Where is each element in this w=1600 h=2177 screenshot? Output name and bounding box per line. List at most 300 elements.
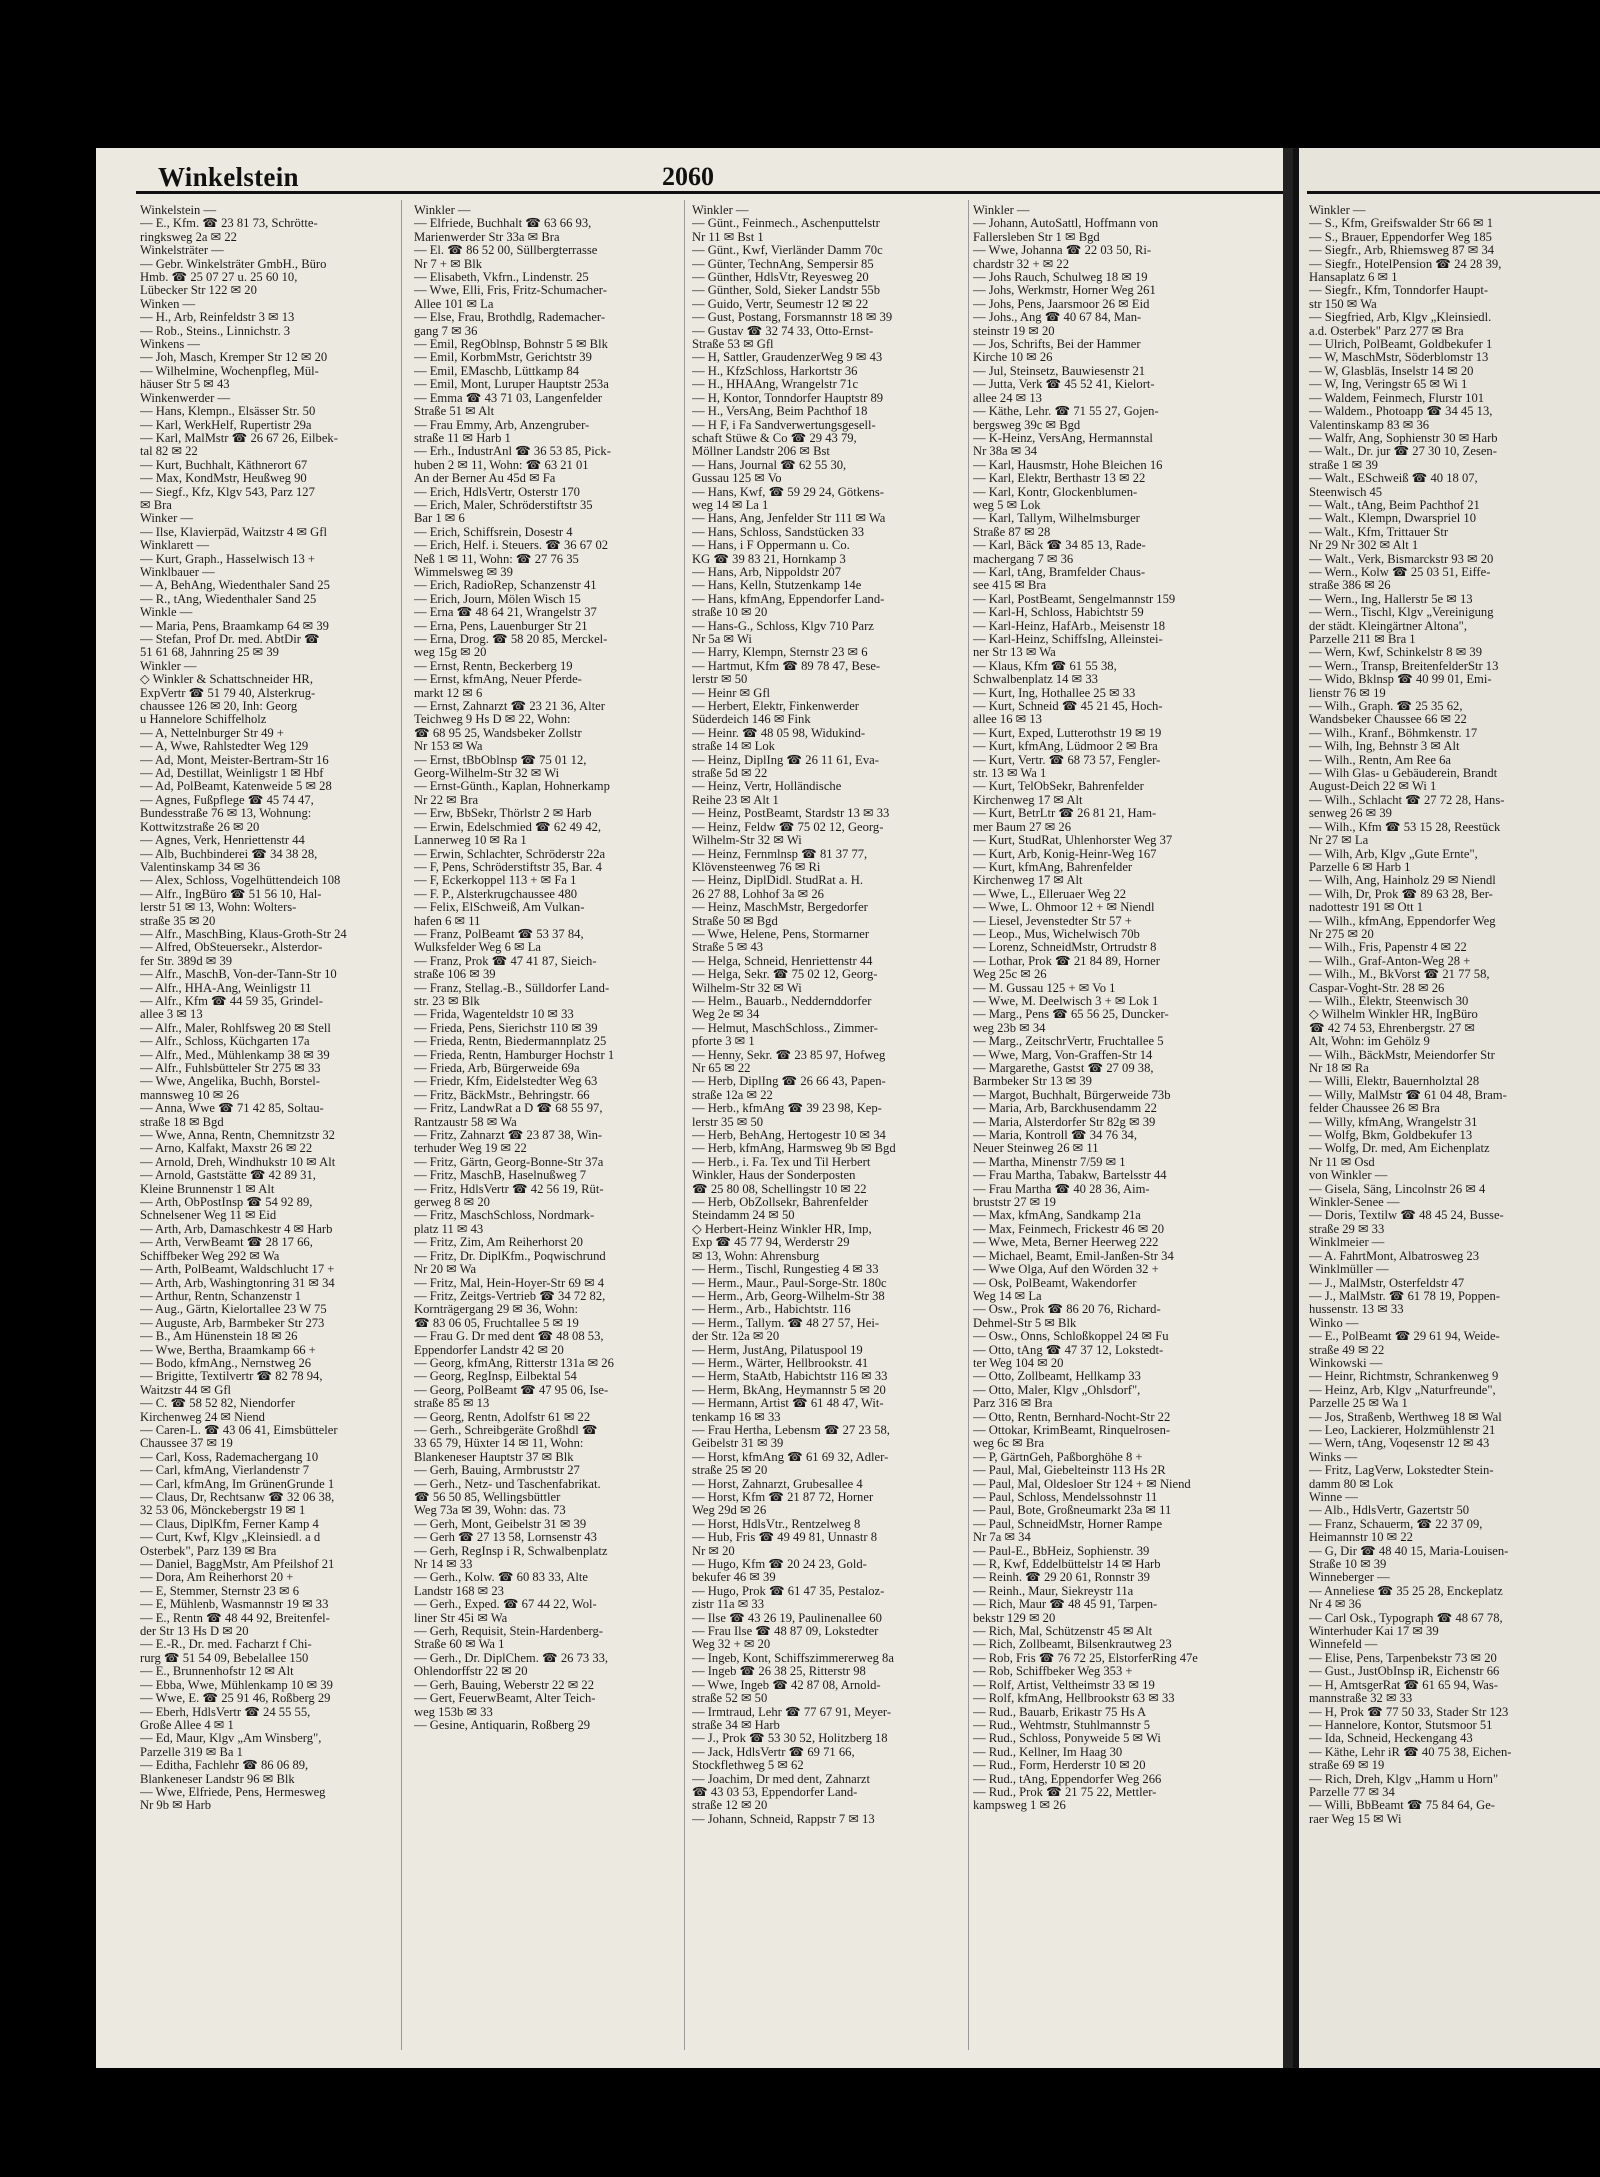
directory-entry-line: — Leop., Mus, Wichelwisch 70b: [973, 927, 1140, 941]
directory-entry-line: Winkler-Senee —: [1309, 1196, 1400, 1210]
directory-entry-line: — Franz, Stellag.-B., Sülldorfer Land-: [414, 981, 610, 995]
directory-entry-line: — Karl, Kontr, Glockenblumen-: [973, 485, 1138, 499]
header-rule: [1307, 191, 1600, 194]
directory-entry-line: — Herm, BkAng, Heymannstr 5 ✉ 20: [692, 1383, 886, 1397]
directory-entry-line: ☎ 43 03 53, Eppendorfer Land-: [692, 1785, 858, 1799]
directory-entry-line: — Rud., Form, Herderstr 10 ✉ 20: [973, 1759, 1146, 1773]
directory-entry-line: — Alfr., MaschBing, Klaus-Groth-Str 24: [140, 927, 347, 941]
directory-entry-line: straße 12a ✉ 22: [692, 1088, 773, 1102]
directory-entry-line: Allee 101 ✉ La: [414, 297, 494, 311]
directory-entry-line: — Margot, Buchhalt, Bürgerweide 73b: [973, 1088, 1171, 1102]
directory-entry-line: Ohlendorffstr 22 ✉ 20: [414, 1665, 528, 1679]
directory-entry-line: Alt, Wohn: im Gehölz 9: [1309, 1035, 1430, 1049]
directory-entry-line: — Alfr., Maler, Rohlfsweg 20 ✉ Stell: [140, 1021, 331, 1035]
directory-entry-line: — Alfr., Fuhlsbütteler Str 275 ✉ 33: [140, 1062, 321, 1075]
directory-entry-line: — E., Kfm. ☎ 23 81 73, Schrötte-: [140, 217, 318, 231]
column-divider: [684, 200, 685, 2050]
directory-entry-line: — Wwe, Helene, Pens, Stormarner: [692, 927, 870, 941]
directory-entry-line: weg 5 ✉ Lok: [973, 498, 1041, 512]
directory-entry-line: — C. ☎ 58 52 82, Niendorfer: [140, 1397, 295, 1411]
directory-entry-line: — Alfr., Med., Mühlenkamp 38 ✉ 39: [140, 1048, 330, 1062]
directory-entry-line: ☎ 56 50 85, Wellingsbüttler: [414, 1491, 561, 1504]
directory-entry-line: kampsweg 1 ✉ 26: [973, 1799, 1066, 1813]
directory-entry-line: Parzelle 77 ✉ 34: [1309, 1785, 1395, 1799]
directory-entry-line: — Günther, HdlsVtr, Reyesweg 20: [692, 271, 869, 285]
directory-entry-line: — Wwe, Anna, Rentn, Chemnitzstr 32: [140, 1129, 335, 1143]
directory-entry-line: — Max, kfmAng, Sandkamp 21a: [973, 1209, 1141, 1223]
directory-entry-line: — Emil, Mont, Luruper Hauptstr 253a: [414, 378, 609, 392]
directory-entry-line: — Emil, EMaschb, Lüttkamp 84: [414, 364, 580, 378]
directory-entry-line: — Arnold, Gaststätte ☎ 42 89 31,: [140, 1169, 316, 1183]
directory-entry-line: — S., Brauer, Eppendorfer Weg 185: [1309, 230, 1492, 244]
directory-entry-line: Nr 275 ✉ 20: [1309, 927, 1374, 941]
directory-entry-line: — Ulrich, PolBeamt, Goldbekufer 1: [1309, 338, 1493, 352]
directory-entry-line: — Gust., JustObInsp iR, Eichenstr 66: [1309, 1665, 1500, 1679]
directory-entry-line: platz 11 ✉ 43: [414, 1222, 484, 1236]
directory-entry-line: — Arthur, Rentn, Schanzenstr 1: [140, 1289, 302, 1303]
directory-entry-line: — Gert, FeuerwBeamt, Alter Teich-: [414, 1692, 596, 1706]
directory-entry-line: Nr 9b ✉ Harb: [140, 1799, 212, 1813]
directory-entry-line: Winnefeld —: [1309, 1638, 1378, 1652]
directory-entry-line: — Kurt, Arb, Konig-Heinr-Weg 167: [973, 847, 1157, 861]
page-number: 2060: [662, 162, 714, 191]
directory-entry-line: — A. FahrtMont, Albatrosweg 23: [1309, 1249, 1480, 1263]
directory-entry-line: — Friedr, Kfm, Eidelstedter Weg 63: [414, 1075, 598, 1089]
directory-entry-line: — Wilh, Dr, Prok ☎ 89 63 28, Ber-: [1309, 887, 1493, 901]
directory-entry-line: — Arth, Arb, Damaschkestr 4 ✉ Harb: [140, 1222, 333, 1236]
directory-entry-line: — Alfr., HHA-Ang, Weinligstr 11: [140, 981, 312, 995]
directory-entry-line: Parzelle 211 ✉ Bra 1: [1309, 633, 1416, 646]
directory-entry-line: — Felix, ElSchweiß, Am Vulkan-: [414, 901, 585, 915]
directory-entry-line: allee 24 ✉ 13: [973, 391, 1042, 405]
directory-entry-line: lerstr 35 ✉ 50: [692, 1115, 764, 1129]
directory-entry-line: — Elfriede, Buchhalt ☎ 63 66 93,: [414, 217, 592, 231]
directory-entry-line: — Wilh., Kfm ☎ 53 15 28, Reestück: [1309, 820, 1501, 834]
directory-entry-line: — Carl, kfmAng, Im GrünenGrunde 1: [140, 1477, 335, 1491]
directory-entry-line: — Jutta, Verk ☎ 45 52 41, Kielort-: [973, 378, 1155, 392]
directory-entry-line: — Paul, Mal, Giebelteinstr 113 Hs 2R: [973, 1464, 1166, 1478]
directory-entry-line: — Erich, HdlsVertr, Osterstr 170: [414, 485, 580, 499]
directory-entry-line: Wandsbeker Chaussee 66 ✉ 22: [1309, 713, 1467, 727]
directory-entry-line: — Helmut, MaschSchloss., Zimmer-: [692, 1021, 878, 1035]
directory-entry-line: — Fritz, BäckMstr., Behringstr. 66: [414, 1088, 590, 1102]
directory-entry-line: — Elise, Pens, Tarpenbekstr 73 ✉ 20: [1309, 1651, 1497, 1665]
directory-entry-line: Weg 14 ✉ La: [973, 1289, 1042, 1303]
directory-entry-line: — W, MaschMstr, Söderblomstr 13: [1309, 351, 1489, 365]
directory-entry-line: — Fritz, Zeitgs-Vertrieb ☎ 34 72 82,: [414, 1289, 606, 1303]
directory-entry-line: Steenwisch 45: [1309, 485, 1383, 499]
directory-entry-line: — Carl, Koss, Rademachergang 10: [140, 1450, 319, 1464]
directory-entry-line: Weg 32 + ✉ 20: [692, 1638, 771, 1652]
directory-entry-line: — Paul, Mal, Oldesloer Str 124 + ✉ Niend: [973, 1477, 1191, 1491]
directory-entry-line: — Otto, Zollbeamt, Hellkamp 33: [973, 1370, 1141, 1384]
directory-entry-line: — Herb, kfmAng, Harmsweg 9b ✉ Bgd: [692, 1142, 896, 1156]
directory-entry-line: — Jos, Schrifts, Bei der Hammer: [973, 338, 1141, 352]
directory-entry-line: weg 23b ✉ 34: [973, 1021, 1046, 1035]
directory-entry-line: — Wwe Olga, Auf den Wörden 32 +: [973, 1263, 1159, 1277]
directory-entry-line: Fallersleben Str 1 ✉ Bgd: [973, 230, 1100, 244]
directory-entry-line: — Wwe, Angelika, Buchh, Borstel-: [140, 1075, 320, 1089]
directory-entry-line: — Frau Emmy, Arb, Anzengruber-: [414, 418, 590, 432]
directory-entry-line: — Klaus, Kfm ☎ 61 55 38,: [973, 659, 1117, 673]
directory-entry-line: — Wwe, Ingeb ☎ 42 87 08, Arnold-: [692, 1678, 881, 1692]
directory-entry-line: der städt. Kleingärtner Altona",: [1309, 619, 1467, 633]
directory-entry-line: — Frida, Wagenteldstr 10 ✉ 33: [414, 1008, 574, 1022]
directory-entry-line: straße 106 ✉ 39: [414, 968, 496, 982]
directory-entry-line: — Günter, TechnAng, Sempersir 85: [692, 257, 874, 271]
directory-entry-line: Straße 51 ✉ Alt: [414, 405, 495, 419]
directory-entry-line: — Fritz, MaschB, Haselnußweg 7: [414, 1169, 587, 1183]
directory-entry-line: straße 25 ✉ 20: [692, 1464, 768, 1478]
column-divider: [968, 200, 969, 2050]
directory-entry-line: — Herm, StaAtb, Habichtstr 116 ✉ 33: [692, 1370, 888, 1384]
directory-entry-line: — Ernst, Zahnarzt ☎ 23 21 36, Alter: [414, 700, 605, 714]
directory-entry-line: fer Str. 389d ✉ 39: [140, 954, 233, 968]
directory-entry-line: bruststr 27 ✉ 19: [973, 1196, 1056, 1210]
directory-entry-line: terhuder Weg 19 ✉ 22: [414, 1142, 527, 1156]
directory-entry-line: — Ad, Destillat, Weinligstr 1 ✉ Hbf: [140, 767, 324, 781]
directory-entry-line: — Heinz, DiplDidl. StudRat a. H.: [692, 874, 864, 888]
directory-entry-line: — Helga, Sekr. ☎ 75 02 12, Georg-: [692, 968, 878, 982]
directory-entry-line: tenkamp 16 ✉ 33: [692, 1410, 781, 1424]
directory-entry-line: Winkowski —: [1309, 1356, 1383, 1370]
directory-entry-line: — Reinh., Maur, Siekreystr 11a: [973, 1584, 1134, 1598]
directory-entry-line: — Erwin, Edelschmied ☎ 62 49 42,: [414, 820, 602, 834]
directory-entry-line: Steindamm 24 ✉ 50: [692, 1209, 795, 1223]
directory-entry-line: Dehmel-Str 5 ✉ Blk: [973, 1316, 1077, 1330]
directory-entry-line: — Jul, Steinsetz, Bauwiesenstr 21: [973, 364, 1146, 378]
directory-entry-line: — Herm., Tallym. ☎ 48 27 57, Hei-: [692, 1316, 880, 1330]
directory-entry-line: Osterbek", Parz 139 ✉ Bra: [140, 1544, 277, 1558]
directory-entry-line: — Karl-Heinz, HafArb., Meisenstr 18: [973, 619, 1165, 633]
directory-entry-line: 32 53 06, Mönckebergstr 19 ✉ 1: [140, 1504, 306, 1518]
directory-entry-line: — Rud., Schloss, Ponyweide 5 ✉ Wi: [973, 1732, 1161, 1746]
directory-entry-line: — Wilh Glas- u Gebäuderein, Brandt: [1309, 767, 1498, 781]
directory-entry-line: Parzelle 6 ✉ Harb 1: [1309, 860, 1411, 874]
directory-entry-line: KG ☎ 39 83 21, Hornkamp 3: [692, 552, 846, 566]
directory-entry-line: ☎ 83 06 05, Fruchtallee 5 ✉ 19: [414, 1316, 579, 1330]
directory-entry-line: — E, Mühlenb, Wasmannstr 19 ✉ 33: [140, 1598, 329, 1612]
directory-entry-line: Nr 18 ✉ Ra: [1309, 1062, 1369, 1075]
directory-entry-line: Nr 7 + ✉ Blk: [414, 257, 483, 271]
directory-entry-line: bekufer 46 ✉ 39: [692, 1571, 776, 1585]
directory-entry-line: — Arnold, Dreh, Windhukstr 10 ✉ Alt: [140, 1155, 336, 1169]
directory-entry-line: — Ad, PolBeamt, Katenweide 5 ✉ 28: [140, 780, 332, 794]
directory-entry-line: — Karl-H, Schloss, Habichtstr 59: [973, 606, 1144, 620]
directory-entry-line: lerstr ✉ 50: [692, 673, 748, 687]
directory-entry-line: — Heinr, Richtmstr, Schrankenweg 9: [1309, 1370, 1499, 1384]
directory-entry-line: — G, Dir ☎ 48 40 15, Maria-Louisen-: [1309, 1544, 1509, 1558]
directory-entry-line: Schwalbenplatz 14 ✉ 33: [973, 673, 1098, 687]
directory-entry-line: straße 386 ✉ 26: [1309, 579, 1391, 593]
directory-entry-line: — El. ☎ 86 52 00, Süllbergterrasse: [414, 244, 598, 258]
directory-entry-line: Winneberger —: [1309, 1571, 1390, 1585]
directory-entry-line: Geibelstr 31 ✉ 39: [692, 1437, 784, 1451]
directory-entry-line: — Wwe, Meta, Berner Heerweg 222: [973, 1236, 1159, 1250]
directory-entry-line: Landstr 168 ✉ 23: [414, 1584, 504, 1598]
directory-entry-line: — Liesel, Jevenstedter Str 57 +: [973, 914, 1132, 928]
directory-entry-line: Hmb. ☎ 25 07 27 u. 25 60 10,: [140, 271, 298, 285]
directory-entry-line: Winkelstein —: [140, 204, 217, 217]
directory-entry-line: see 415 ✉ Bra: [973, 579, 1047, 593]
directory-entry-line: — Fritz, Mal, Hein-Hoyer-Str 69 ✉ 4: [414, 1276, 605, 1290]
directory-entry-line: Straße 60 ✉ Wa 1: [414, 1638, 505, 1652]
directory-entry-line: Nr 65 ✉ 22: [692, 1062, 751, 1075]
directory-entry-line: Nr 38a ✉ 34: [973, 445, 1038, 459]
directory-column-2: [414, 204, 678, 2054]
directory-entry-line: — Erh., IndustrAnl ☎ 36 53 85, Pick-: [414, 445, 611, 459]
directory-entry-line: — Aug., Gärtn, Kielortallee 23 W 75: [140, 1303, 327, 1317]
directory-entry-line: — Willy, MalMstr ☎ 61 04 48, Bram-: [1309, 1088, 1507, 1102]
directory-entry-line: — Dora, Am Reiherhorst 20 +: [140, 1571, 294, 1585]
directory-entry-line: — Else, Frau, Brothdlg, Rademacher-: [414, 311, 606, 325]
directory-entry-line: — Hugo, Kfm ☎ 20 24 23, Gold-: [692, 1558, 867, 1572]
directory-entry-line: ☎ 68 95 25, Wandsbeker Zollstr: [414, 726, 582, 740]
directory-entry-line: — Caren-L. ☎ 43 06 41, Eimsbütteler: [140, 1423, 338, 1437]
directory-entry-line: Waitzstr 44 ✉ Gfl: [140, 1383, 232, 1397]
directory-entry-line: Nr 29 Nr 302 ✉ Alt 1: [1309, 539, 1419, 553]
directory-entry-line: — F, Pens, Schröderstiftstr 35, Bar. 4: [414, 860, 602, 874]
directory-entry-line: ExpVertr ☎ 51 79 40, Alsterkrug-: [140, 686, 316, 700]
directory-entry-line: — Osk, PolBeamt, Wakendorfer: [973, 1276, 1137, 1290]
directory-entry-line: Straße 10 ✉ 39: [1309, 1558, 1387, 1572]
directory-entry-line: straße 29 ✉ 33: [1309, 1222, 1385, 1236]
directory-entry-line: weg 15g ✉ 20: [414, 646, 487, 660]
directory-entry-line: — E.-R., Dr. med. Facharzt f Chi-: [140, 1638, 312, 1652]
directory-entry-line: — Agnes, Verk, Henriettenstr 44: [140, 834, 305, 848]
directory-entry-line: — Alb, Buchbinderei ☎ 34 38 28,: [140, 847, 318, 861]
directory-entry-line: häuser Str 5 ✉ 43: [140, 378, 230, 392]
directory-entry-line: — Hans, Kelln, Stutzenkamp 14e: [692, 579, 862, 593]
directory-entry-line: — Leo, Lackierer, Holzmühlenstr 21: [1309, 1423, 1496, 1437]
directory-entry-line: hafen 6 ✉ 11: [414, 914, 481, 928]
directory-entry-line: — Wern., Tischl, Klgv „Vereinigung: [1309, 606, 1494, 620]
directory-entry-line: — Franz, Prok ☎ 47 41 87, Sieich-: [414, 954, 597, 968]
directory-entry-line: — Fritz, HdlsVertr ☎ 42 56 19, Rüt-: [414, 1182, 604, 1196]
directory-entry-line: Barmbeker Str 13 ✉ 39: [973, 1075, 1092, 1089]
directory-entry-line: Winken —: [140, 297, 196, 311]
directory-entry-line: Schiffbeker Weg 292 ✉ Wa: [140, 1249, 280, 1263]
directory-entry-line: — Ernst-Günth., Kaplan, Hohnerkamp: [414, 780, 610, 794]
directory-entry-line: — Stefan, Prof Dr. med. AbtDir ☎: [140, 633, 320, 646]
directory-entry-line: Nr 11 ✉ Bst 1: [692, 230, 764, 244]
directory-entry-line: — Johs, Pens, Jaarsmoor 26 ✉ Eid: [973, 297, 1150, 311]
directory-entry-line: — Willy, kfmAng, Wrangelstr 31: [1309, 1115, 1478, 1129]
directory-entry-line: — Walfr, Ang, Sophienstr 30 ✉ Harb: [1309, 431, 1498, 445]
directory-entry-line: Nr 5a ✉ Wi: [692, 633, 752, 646]
directory-entry-line: Valentinskamp 34 ✉ 36: [140, 860, 261, 874]
directory-entry-line: — Wolfg, Bkm, Goldbekufer 13: [1309, 1129, 1473, 1143]
directory-entry-line: — Hans, Journal ☎ 62 55 30,: [692, 458, 847, 472]
directory-entry-line: — Ingeb, Kont, Schiffszimmererweg 8a: [692, 1651, 894, 1665]
directory-entry-line: Parzelle 319 ✉ Ba 1: [140, 1745, 243, 1759]
directory-entry-line: — Ernst, Rentn, Beckerberg 19: [414, 659, 573, 673]
directory-entry-line: Bundesstraße 76 ✉ 13, Wohnung:: [140, 807, 312, 821]
directory-entry-line: tal 82 ✉ 22: [140, 445, 198, 459]
directory-entry-line: — Waldem, Feinmech, Flurstr 101: [1309, 391, 1485, 405]
directory-entry-line: — H, Sattler, GraudenzerWeg 9 ✉ 43: [692, 351, 883, 365]
directory-entry-line: Heimannstr 10 ✉ 22: [1309, 1531, 1413, 1545]
directory-entry-line: — Alfr., Schloss, Küchgarten 17a: [140, 1035, 310, 1049]
directory-entry-line: — Gesine, Antiquarin, Roßberg 29: [414, 1718, 591, 1732]
directory-entry-line: — Günt., Kwf, Vierländer Damm 70c: [692, 244, 883, 258]
directory-entry-line: — Horst, Zahnarzt, Grubesallee 4: [692, 1477, 863, 1491]
directory-entry-line: Lübecker Str 122 ✉ 20: [140, 284, 257, 298]
directory-entry-line: — Maria, Arb, Barckhusendamm 22: [973, 1102, 1157, 1116]
directory-entry-line: — Rob, Fris ☎ 76 72 25, ElstorferRing 47e: [973, 1651, 1198, 1665]
directory-entry-line: — Käthe, Lehr iR ☎ 40 75 38, Eichen-: [1309, 1745, 1512, 1759]
directory-entry-line: — Wwe, L. Ohmoor 12 + ✉ Niendl: [973, 901, 1155, 915]
directory-entry-line: Caspar-Voght-Str. 28 ✉ 26: [1309, 981, 1445, 995]
directory-entry-line: Wilhelm-Str 32 ✉ Wi: [692, 834, 802, 848]
directory-entry-line: Winkle —: [140, 606, 193, 620]
directory-entry-line: Reihe 23 ✉ Alt 1: [692, 793, 779, 807]
directory-entry-line: — Eberh, HdlsVertr ☎ 24 55 55,: [140, 1705, 311, 1719]
directory-entry-line: — Erich, RadioRep, Schanzenstr 41: [414, 579, 597, 593]
directory-entry-line: — Erich, Schiffsrein, Dosestr 4: [414, 525, 573, 539]
directory-entry-line: — Gerh, RegInsp i R, Schwalbenplatz: [414, 1544, 608, 1558]
directory-entry-line: — Frau Hertha, Lebensm ☎ 27 23 58,: [692, 1423, 890, 1437]
directory-entry-line: — Wwe, M. Deelwisch 3 + ✉ Lok 1: [973, 994, 1159, 1008]
directory-entry-line: Winker —: [140, 512, 194, 526]
directory-entry-line: — Gerh, Mont, Geibelstr 31 ✉ 39: [414, 1517, 587, 1531]
directory-entry-line: Lannerweg 10 ✉ Ra 1: [414, 834, 527, 848]
directory-entry-line: Stockflethweg 5 ✉ 62: [692, 1759, 804, 1773]
directory-entry-line: der Str. 12a ✉ 20: [692, 1330, 780, 1344]
directory-entry-line: Winterhuder Kai 17 ✉ 39: [1309, 1625, 1439, 1639]
directory-column-3: [692, 204, 966, 2054]
directory-entry-line: — Paul, SchneidMstr, Horner Rampe: [973, 1517, 1163, 1531]
directory-entry-line: — Helga, Schneid, Henriettenstr 44: [692, 954, 873, 968]
directory-entry-line: — Frieda, Arb, Bürgerweide 69a: [414, 1062, 580, 1075]
directory-entry-line: 26 27 88, Lohhof 3a ✉ 26: [692, 887, 824, 901]
directory-entry-line: Winklmüller —: [1309, 1263, 1389, 1277]
directory-entry-line: — Wwe, Elfriede, Pens, Hermesweg: [140, 1785, 326, 1799]
directory-entry-line: Nr 7a ✉ 34: [973, 1531, 1031, 1545]
directory-entry-line: — Karl, MalMstr ☎ 26 67 26, Eilbek-: [140, 431, 338, 445]
directory-entry-line: — Herm., Arb, Georg-Wilhelm-Str 38: [692, 1289, 885, 1303]
directory-entry-line: — Wern., Ing, Hallerstr 5e ✉ 13: [1309, 592, 1473, 606]
directory-entry-line: Gussau 125 ✉ Vo: [692, 472, 782, 486]
directory-entry-line: — Hans, Kwf, ☎ 59 29 24, Götkens-: [692, 485, 884, 499]
directory-entry-line: — Maria, Pens, Braamkamp 64 ✉ 39: [140, 619, 329, 633]
directory-entry-line: straße 85 ✉ 13: [414, 1397, 490, 1411]
directory-column-4: [973, 204, 1293, 2054]
directory-entry-line: mannstraße 32 ✉ 33: [1309, 1692, 1413, 1706]
directory-entry-line: — Wolfg, Dr. med, Am Eichenplatz: [1309, 1142, 1490, 1156]
directory-entry-line: — Heinz, DiplIng ☎ 26 11 61, Eva-: [692, 753, 879, 767]
directory-entry-line: — Walt., ESchweiß ☎ 40 18 07,: [1309, 472, 1478, 486]
directory-entry-line: — Bodo, kfmAng., Nernstweg 26: [140, 1356, 312, 1370]
directory-entry-line: — Carl, kfmAng, Vierlandenstr 7: [140, 1464, 309, 1478]
directory-entry-line: — Käthe, Lehr. ☎ 71 55 27, Gojen-: [973, 405, 1159, 419]
directory-entry-line: — Herb, DiplIng ☎ 26 66 43, Papen-: [692, 1075, 886, 1089]
directory-entry-line: Süderdeich 146 ✉ Fink: [692, 713, 811, 727]
directory-entry-line: — P, GärtnGeh, Paßborghöhe 8 +: [973, 1450, 1143, 1464]
directory-entry-line: — Hannelore, Kontor, Stutsmoor 51: [1309, 1718, 1493, 1732]
directory-entry-line: — Claus, DiplKfm, Ferner Kamp 4: [140, 1517, 319, 1531]
directory-entry-line: — M. Gussau 125 + ✉ Vo 1: [973, 981, 1116, 995]
directory-entry-line: — Gerh., Kolw. ☎ 60 83 33, Alte: [414, 1571, 589, 1585]
directory-entry-line: — H., KfzSchloss, Harkortstr 36: [692, 364, 858, 378]
directory-entry-line: — Wilh., BäckMstr, Meiendorfer Str: [1309, 1048, 1495, 1062]
directory-entry-line: — Margarethe, Gastst ☎ 27 09 38,: [973, 1062, 1154, 1075]
directory-entry-line: Neuer Steinweg 26 ✉ 11: [973, 1142, 1099, 1156]
directory-entry-line: Kirchenweg 17 ✉ Alt: [973, 874, 1083, 888]
directory-entry-line: — Walt., Klempn, Dwarspriel 10: [1309, 512, 1476, 526]
directory-entry-line: — Erna, Drog. ☎ 58 20 85, Merckel-: [414, 633, 608, 646]
directory-entry-line: ringksweg 2a ✉ 22: [140, 230, 237, 244]
directory-entry-line: — Michael, Beamt, Emil-Janßen-Str 34: [973, 1249, 1174, 1263]
directory-entry-line: ter Weg 104 ✉ 20: [973, 1356, 1064, 1370]
directory-entry-line: Winkler —: [140, 659, 197, 673]
directory-entry-line: — W, Ing, Veringstr 65 ✉ Wi 1: [1309, 378, 1468, 392]
directory-entry-line: — Johs, Werkmstr, Horner Weg 261: [973, 284, 1156, 298]
column-divider: [401, 200, 402, 2050]
directory-entry-line: — H F, i Fa Sandverwertungsgesell-: [692, 418, 876, 432]
directory-entry-line: — Paul, Schloss, Mendelssohnstr 11: [973, 1491, 1158, 1504]
directory-entry-line: — Fritz, LandwRat a D ☎ 68 55 97,: [414, 1102, 603, 1116]
directory-entry-line: — Frieda, Pens, Sierichstr 110 ✉ 39: [414, 1021, 598, 1035]
directory-entry-line: — Paul, Bote, Großneumarkt 23a ✉ 11: [973, 1504, 1172, 1518]
directory-entry-line: Winklarett —: [140, 539, 210, 553]
directory-entry-line: — Siegfried, Arb, Klgv „Kleinsiedl.: [1309, 311, 1492, 325]
directory-entry-line: raer Weg 15 ✉ Wi: [1309, 1812, 1402, 1826]
directory-entry-line: — Heinz, Feldw ☎ 75 02 12, Georg-: [692, 820, 884, 834]
directory-entry-line: — Emil, KorbmMstr, Gerichtstr 39: [414, 351, 592, 365]
directory-entry-line: — Martha, Minenstr 7/59 ✉ 1: [973, 1155, 1126, 1169]
directory-entry-line: — A, Nettelnburger Str 49 +: [140, 726, 284, 740]
directory-entry-line: — Erich, Journ, Mölen Wisch 15: [414, 592, 581, 606]
directory-entry-line: — Hans-G., Schloss, Klgv 710 Parz: [692, 619, 874, 633]
directory-entry-line: Kirche 10 ✉ 26: [973, 351, 1053, 365]
directory-entry-line: — Gerh, Bauing, Weberstr 22 ✉ 22: [414, 1678, 594, 1692]
directory-entry-line: — Karl, Tallym, Wilhelmsburger: [973, 512, 1140, 526]
directory-entry-line: liner Str 45i ✉ Wa: [414, 1611, 508, 1625]
directory-entry-line: — Alex, Schloss, Vogelhüttendeich 108: [140, 874, 341, 888]
directory-entry-line: ☎ 25 80 08, Schellingstr 10 ✉ 22: [692, 1182, 867, 1196]
directory-entry-line: August-Deich 22 ✉ Wi 1: [1309, 780, 1437, 794]
directory-entry-line: — Otto, Rentn, Bernhard-Nocht-Str 22: [973, 1410, 1171, 1424]
directory-entry-line: — Gerh., Netz- und Taschenfabrikat.: [414, 1477, 601, 1491]
directory-entry-line: straße 69 ✉ 19: [1309, 1759, 1385, 1773]
directory-entry-line: senweg 26 ✉ 39: [1309, 807, 1392, 821]
directory-entry-line: — Hans, Arb, Nippoldstr 207: [692, 565, 842, 579]
directory-entry-line: — Wilh., Elektr, Steenwisch 30: [1309, 994, 1469, 1008]
directory-entry-line: — Elisabeth, Vkfrn., Lindenstr. 25: [414, 271, 589, 285]
directory-entry-line: — Curt, Kwf, Klgv „Kleinsiedl. a d: [140, 1531, 321, 1545]
directory-entry-line: — Arth, ObPostInsp ☎ 54 92 89,: [140, 1196, 313, 1210]
directory-entry-line: schaft Stüwe & Co ☎ 29 43 79,: [692, 431, 857, 445]
directory-entry-line: — Claus, Dr, Rechtsanw ☎ 32 06 38,: [140, 1491, 335, 1504]
directory-entry-line: weg 14 ✉ La 1: [692, 498, 769, 512]
directory-entry-line: Winklmeier —: [1309, 1236, 1385, 1250]
page-header-word: Winkelstein: [158, 162, 299, 192]
directory-entry-line: — Walt., tAng, Beim Pachthof 21: [1309, 498, 1480, 512]
directory-entry-line: — Siegfr., Kfm, Tonndorfer Haupt-: [1309, 284, 1489, 298]
directory-entry-line: gerweg 8 ✉ 20: [414, 1196, 490, 1210]
directory-entry-line: — Kurt, BetrLtr ☎ 26 81 21, Ham-: [973, 807, 1157, 821]
directory-entry-line: — Guido, Vertr, Seumestr 12 ✉ 22: [692, 297, 869, 311]
directory-entry-line: — Karl, Elektr, Berthastr 13 ✉ 22: [973, 472, 1146, 486]
directory-entry-line: weg 6c ✉ Bra: [973, 1437, 1045, 1451]
directory-entry-line: — Horst, HdlsVtr., Rentzelweg 8: [692, 1517, 861, 1531]
directory-entry-line: — Herb., kfmAng ☎ 39 23 98, Kep-: [692, 1102, 882, 1116]
directory-entry-line: Winkler —: [1309, 204, 1366, 217]
directory-entry-line: — Rud., Prok ☎ 21 75 22, Mettler-: [973, 1785, 1157, 1799]
directory-entry-line: — Harry, Klempn, Sternstr 23 ✉ 6: [692, 646, 868, 660]
directory-entry-line: — Kurt, Schneid ☎ 45 21 45, Hoch-: [973, 700, 1163, 714]
